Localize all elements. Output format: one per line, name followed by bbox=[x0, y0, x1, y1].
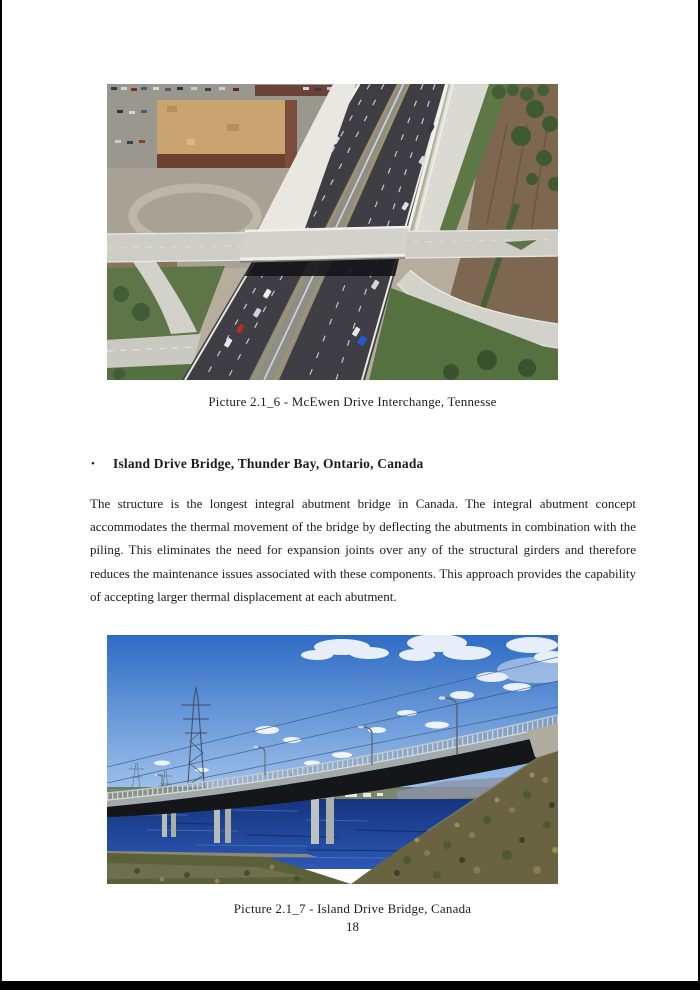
figure-caption-island: Picture 2.1_7 - Island Drive Bridge, Canada bbox=[233, 901, 472, 916]
bullet-heading-label: Island Drive Bridge, Thunder Bay, Ontario, Canada bbox=[113, 456, 424, 471]
page-number: 18 bbox=[346, 919, 359, 934]
bullet-heading bbox=[91, 456, 636, 472]
scan-edge-bottom bbox=[0, 981, 700, 990]
scan-edge-left bbox=[0, 0, 2, 990]
figure-caption-mcewen: Picture 2.1_6 - McEwen Drive Interchange, Tennesse bbox=[208, 394, 497, 409]
mcewen-interchange-aerial-photo bbox=[107, 84, 558, 380]
island-photo-art bbox=[107, 635, 558, 884]
island-drive-bridge-photo bbox=[107, 635, 558, 884]
bullet-marker: • bbox=[91, 458, 96, 470]
mcewen-photo-art bbox=[107, 84, 558, 380]
warehouse-building bbox=[157, 99, 297, 168]
overpass-bridge bbox=[239, 226, 409, 262]
body-paragraph: The structure is the longest integral abutment bridge in Canada. The integral abutment concept accommodates the thermal movement of the bridge by deflecting the abutments in combination with the piling. This eliminates the need for expansion joints over any of the structural girders and therefore reduces the maintenance issues associated with these components. This approach provides the capability of accepting larger thermal displacement at each abutment. bbox=[90, 496, 636, 604]
